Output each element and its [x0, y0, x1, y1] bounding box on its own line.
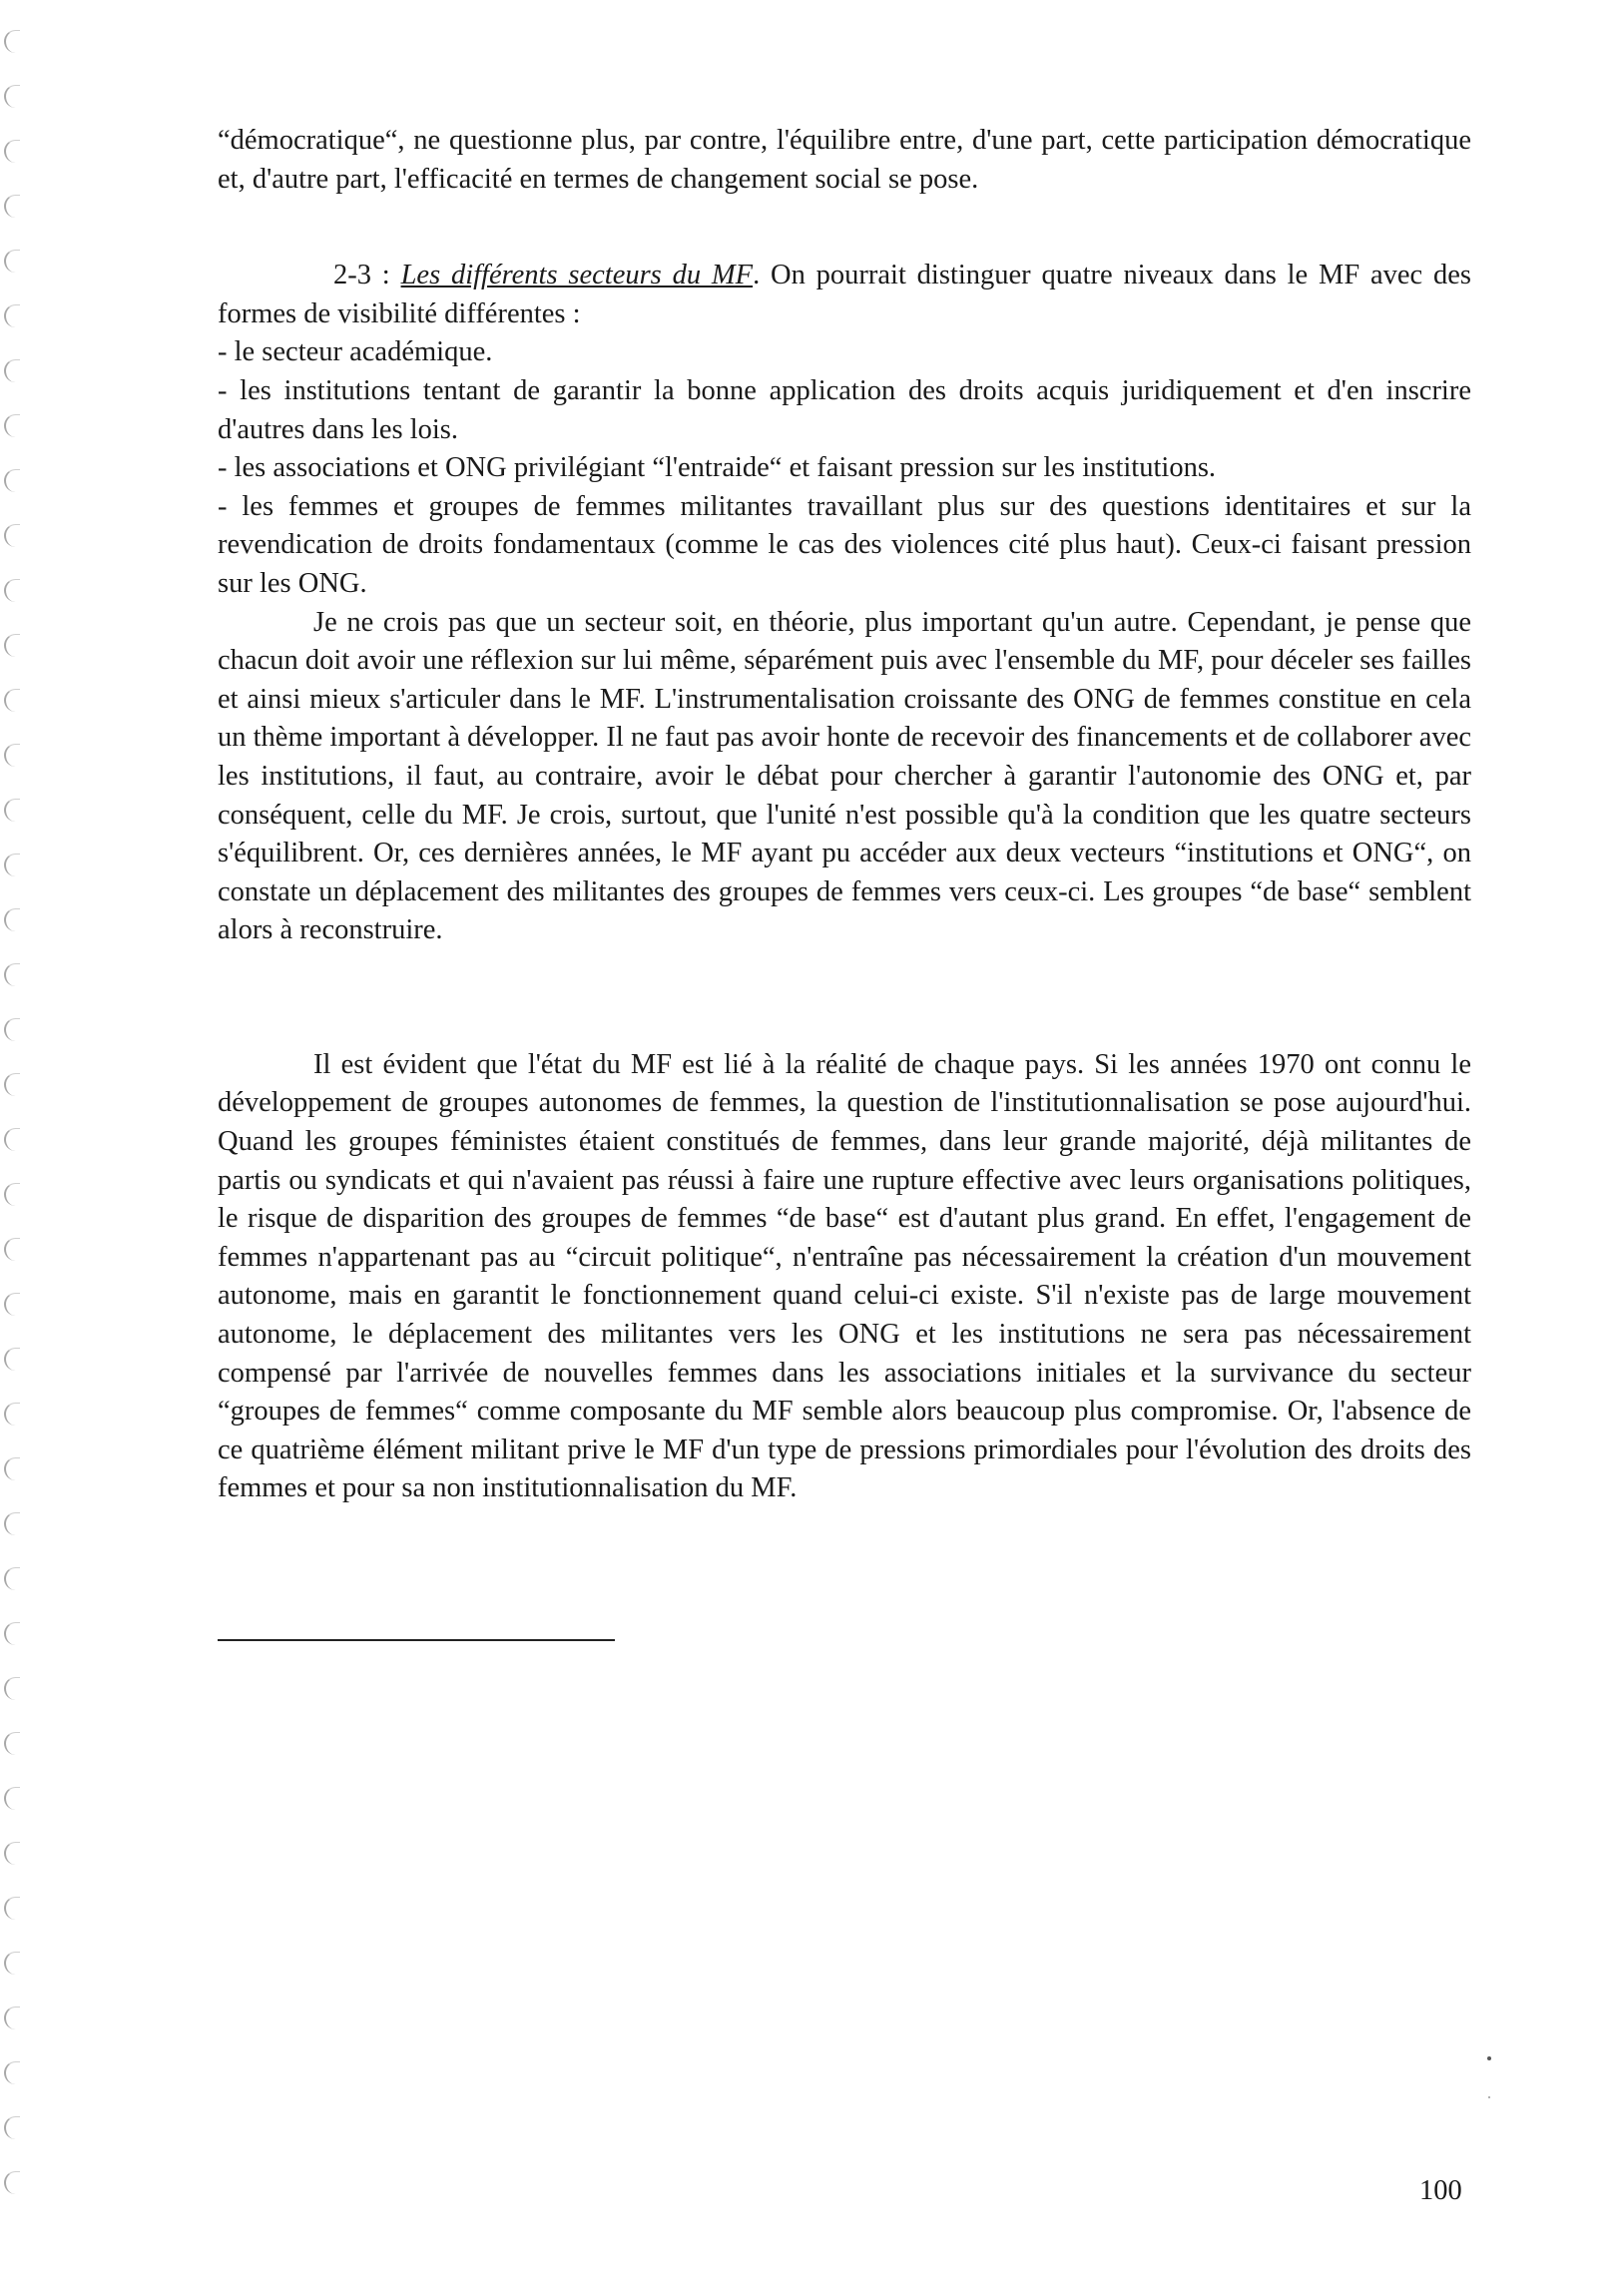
section-title: Les différents secteurs du MF	[400, 260, 754, 291]
scan-mark	[1487, 2056, 1491, 2060]
section-intro: On pourrait distinguer quatre niveaux dans le MF avec des formes de visibilité différentes :	[218, 260, 1472, 329]
list-item: - le secteur académique.	[218, 336, 493, 368]
body-text	[218, 122, 1471, 1508]
section-title-period: .	[753, 260, 761, 291]
scan-mark	[1488, 2096, 1490, 2098]
section-body-paragraph: Je ne crois pas que un secteur soit, en théorie, plus important qu'un autre. Cependant, je pense que chacun doit avoir une réflexion sur lui même, séparément puis avec l'ensemble du MF, pour déceler ses failles et ainsi mieux s'articuler dans le MF. L'instrumentalisation croissante des ONG de femmes constitue en cela un thème important à développer. Il ne faut pas avoir honte de recevoir des financements et de collaborer avec les institutions, il faut, au contraire, avoir le débat pour chercher à garantir l'autonomie des ONG et, par conséquent, celle du MF. Je crois, surtout, que l'unité n'est possible qu'à la condition que les quatre secteurs s'équilibrent. Or, ces dernières années, le MF ayant pu accéder aux deux vecteurs “institutions et ONG“, on constate un déplacement des militantes des groupes de femmes vers ceux-ci. Les groupes “de base“ semblent alors à reconstruire.	[218, 606, 1471, 946]
list-item: - les associations et ONG privilégiant “l'entraide“ et faisant pression sur les institutions.	[218, 452, 1217, 484]
opening-paragraph: “démocratique“, ne questionne plus, par contre, l'équilibre entre, d'une part, cette participation démocratique et, d'autre part, l'efficacité en termes de changement social se pose.	[218, 125, 1471, 195]
page-number: 100	[1419, 2175, 1462, 2206]
binding-holes	[0, 30, 20, 2226]
footnote-separator	[218, 1639, 615, 1641]
section-number: 2-3 :	[333, 260, 390, 291]
conclusion-paragraph: Il est évident que l'état du MF est lié à la réalité de chaque pays. Si les années 1970 ont connu le développement de groupes autonomes de femmes, la question de l'institutionnalisation se pose aujourd'hui. Quand les groupes féministes étaient constitués de femmes, dans leur grande majorité, déjà militantes de partis ou syndicats et qui n'avaient pas réussi à faire une rupture effective avec leurs organisations politiques, le risque de disparition des groupes de femmes “de base“ est d'autant plus grand. En effet, l'engagement de femmes n'appartenant pas au “circuit politique“, n'entraîne pas nécessairement la création d'un mouvement autonome, mais en garantit le fonctionnement quand celui-ci existe. S'il n'existe pas de large mouvement autonome, le déplacement des militantes vers les ONG et les institutions ne sera pas nécessairement compensé par l'arrivée de nouvelles femmes dans les associations initiales et la survivance du secteur “groupes de femmes“ comme composante du MF semble alors beaucoup plus compromise. Or, l'absence de ce quatrième élément militant prive le MF d'un type de pressions primordiales pour l'évolution des droits des femmes et pour sa non institutionnalisation du MF.	[218, 1048, 1471, 1504]
list-item: - les institutions tentant de garantir la bonne application des droits acquis juridiquement et d'en inscrire d'autres dans les lois.	[218, 374, 1471, 445]
list-item: - les femmes et groupes de femmes militantes travaillant plus sur des questions identitaires et sur la revendication de droits fondamentaux (comme le cas des violences cité plus haut). Ceux-ci faisant pression sur les ONG.	[218, 490, 1471, 599]
section-heading-paragraph	[218, 257, 1471, 333]
